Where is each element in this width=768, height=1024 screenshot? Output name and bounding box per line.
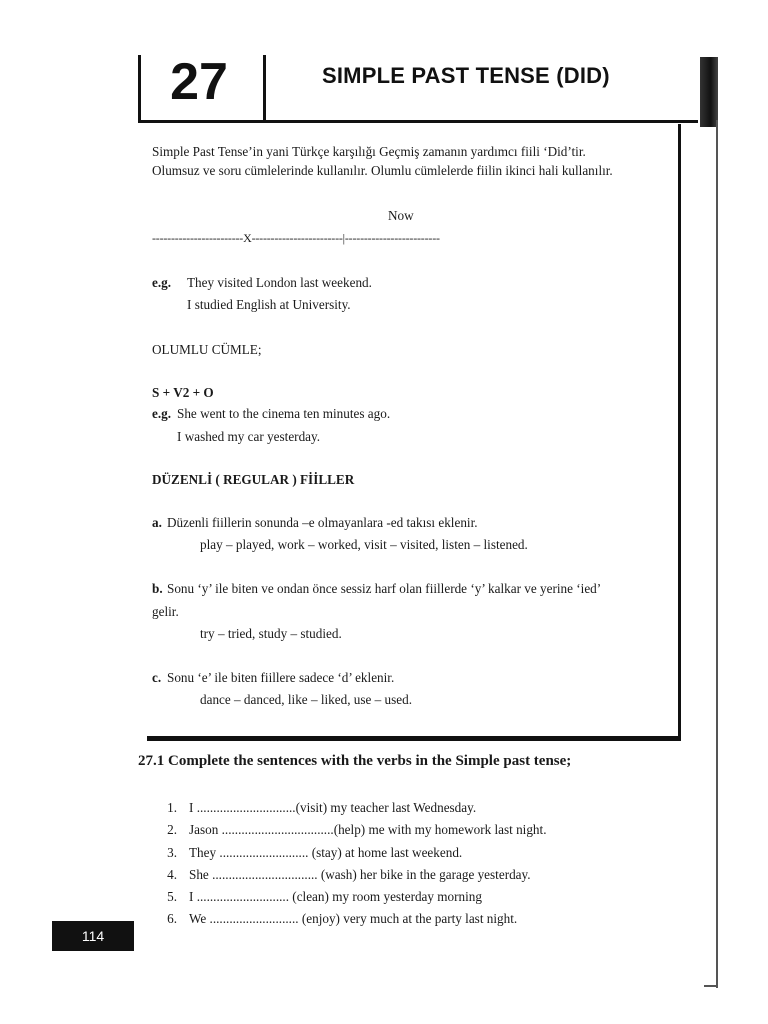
- example1-sentence-1: They visited London last weekend.: [187, 275, 372, 290]
- affirmative-heading: OLUMLU CÜMLE;: [152, 342, 262, 357]
- exercise-item-number: 2.: [167, 822, 177, 837]
- exercise-item-text: I ..............................(visit) my teacher last Wednesday.: [189, 800, 477, 815]
- rule-c-examples: dance – danced, like – liked, use – used.: [200, 692, 413, 707]
- rule-c-letter: c.: [152, 670, 162, 685]
- affirmative-sentence-1: She went to the cinema ten minutes ago.: [177, 406, 391, 421]
- intro-line-2: Olumsuz ve soru cümlelerinde kullanılır. Olumlu cümlelerde fiilin ikinci hali kullanılır.: [152, 163, 613, 178]
- intro-line-1: Simple Past Tense’in yani Türkçe karşılığı Geçmiş zamanın yardımcı fiili ‘Did’tir.: [152, 144, 586, 159]
- page-edge-shadow: [700, 57, 718, 127]
- exercise-item-text: We ........................... (enjoy) very much at the party last night.: [189, 911, 518, 926]
- rule-c-text: Sonu ‘e’ ile biten fiillere sadece ‘d’ eklenir.: [167, 670, 395, 685]
- page-title: SIMPLE PAST TENSE (DID): [322, 63, 610, 88]
- exercise-title: 27.1 Complete the sentences with the verbs in the Simple past tense;: [138, 753, 572, 769]
- box-border-bottom: [147, 736, 681, 741]
- exercise-item-number: 6.: [167, 911, 177, 926]
- page-edge-foot: [704, 985, 718, 987]
- rule-a-text: Düzenli fiillerin sonunda –e olmayanlara -ed takısı eklenir.: [167, 515, 478, 530]
- page-edge-line: [716, 120, 718, 988]
- rule-b-text-cont: gelir.: [152, 604, 179, 619]
- affirmative-sentence-2: I washed my car yesterday.: [177, 429, 321, 444]
- box-border-right: [678, 124, 681, 738]
- timeline-now-label: Now: [388, 208, 414, 223]
- rule-b-letter: b.: [152, 581, 163, 596]
- exercise-item-number: 4.: [167, 867, 177, 882]
- page-number: 114: [52, 921, 134, 951]
- affirmative-example-label: e.g.: [152, 406, 172, 421]
- example1-label: e.g.: [152, 275, 172, 290]
- exercise-item-text: I ............................ (clean) my room yesterday morning: [189, 889, 482, 904]
- exercise-item-number: 5.: [167, 889, 177, 904]
- rule-a-letter: a.: [152, 515, 162, 530]
- exercise-item-number: 1.: [167, 800, 177, 815]
- exercise-item-text: Jason ..................................(help) me with my homework last night.: [189, 822, 547, 837]
- rule-b-examples: try – tried, study – studied.: [200, 626, 342, 641]
- affirmative-formula: S + V2 + O: [152, 385, 214, 400]
- timeline-line: ------------------------X------------------------|-------------------------: [152, 231, 440, 245]
- example1-sentence-2: I studied English at University.: [187, 297, 351, 312]
- exercise-item-text: She ................................ (wash) her bike in the garage yesterday.: [189, 867, 531, 882]
- rule-b-text: Sonu ‘y’ ile biten ve ondan önce sessiz harf olan fiillerde ‘y’ kalkar ve yerine ‘ied’: [167, 581, 602, 596]
- header-rule: [138, 120, 698, 123]
- exercise-item-text: They ........................... (stay) at home last weekend.: [189, 845, 463, 860]
- chapter-number: 27: [170, 53, 228, 111]
- regular-verbs-heading: DÜZENLİ ( REGULAR ) FİİLLER: [152, 472, 355, 487]
- exercise-item-number: 3.: [167, 845, 177, 860]
- rule-a-examples: play – played, work – worked, visit – visited, listen – listened.: [200, 537, 528, 552]
